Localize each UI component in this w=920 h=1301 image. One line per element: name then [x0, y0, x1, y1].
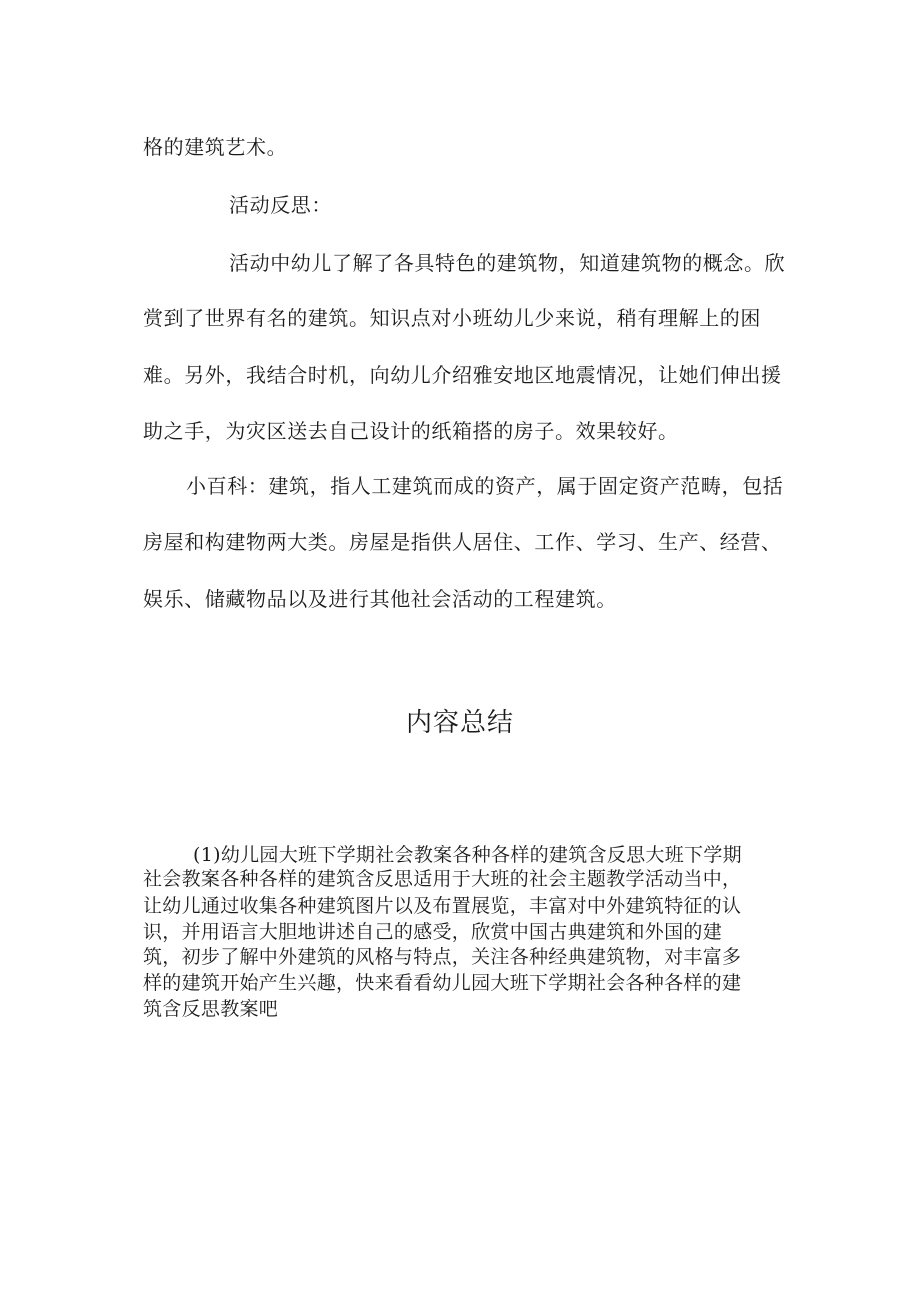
summary-heading: 内容总结: [405, 708, 514, 738]
body-line-continuation: 格的建筑艺术。: [143, 135, 288, 159]
body-line: 助之手，为灾区送去自己设计的纸箱搭的房子。效果较好。: [143, 419, 679, 443]
encyclopedia-line: 小百科：建筑，指人工建筑而成的资产，属于固定资产范畴，包括: [186, 474, 784, 498]
summary-line: 识，并用语言大胆地讲述自己的感受，欣赏中国古典建筑和外国的建: [143, 921, 723, 943]
encyclopedia-line: 娱乐、储藏物品以及进行其他社会活动的工程建筑。: [143, 587, 617, 611]
summary-line: 让幼儿通过收集各种建筑图片以及布置展览，丰富对中外建筑特征的认: [143, 895, 742, 917]
summary-line: (1)幼儿园大班下学期社会教案各种各样的建筑含反思大班下学期: [193, 844, 742, 866]
section-label-reflection: 活动反思：: [229, 193, 332, 217]
summary-line: 样的建筑开始产生兴趣，快来看看幼儿园大班下学期社会各种各样的建: [143, 972, 742, 994]
summary-line: 社会教案各种各样的建筑含反思适用于大班的社会主题教学活动当中，: [143, 868, 742, 890]
summary-line: 筑，初步了解中外建筑的风格与特点，关注各种经典建筑物，对丰富多: [143, 946, 742, 968]
encyclopedia-line: 房屋和构建物两大类。房屋是指供人居住、工作、学习、生产、经营、: [143, 530, 782, 554]
body-line: 活动中幼儿了解了各具特色的建筑物，知道建筑物的概念。欣: [229, 251, 786, 275]
body-line: 赏到了世界有名的建筑。知识点对小班幼儿少来说，稍有理解上的困: [143, 306, 761, 330]
body-line: 难。另外，我结合时机，向幼儿介绍雅安地区地震情况，让她们伸出援: [143, 363, 782, 387]
summary-line: 筑含反思教案吧: [143, 998, 279, 1020]
